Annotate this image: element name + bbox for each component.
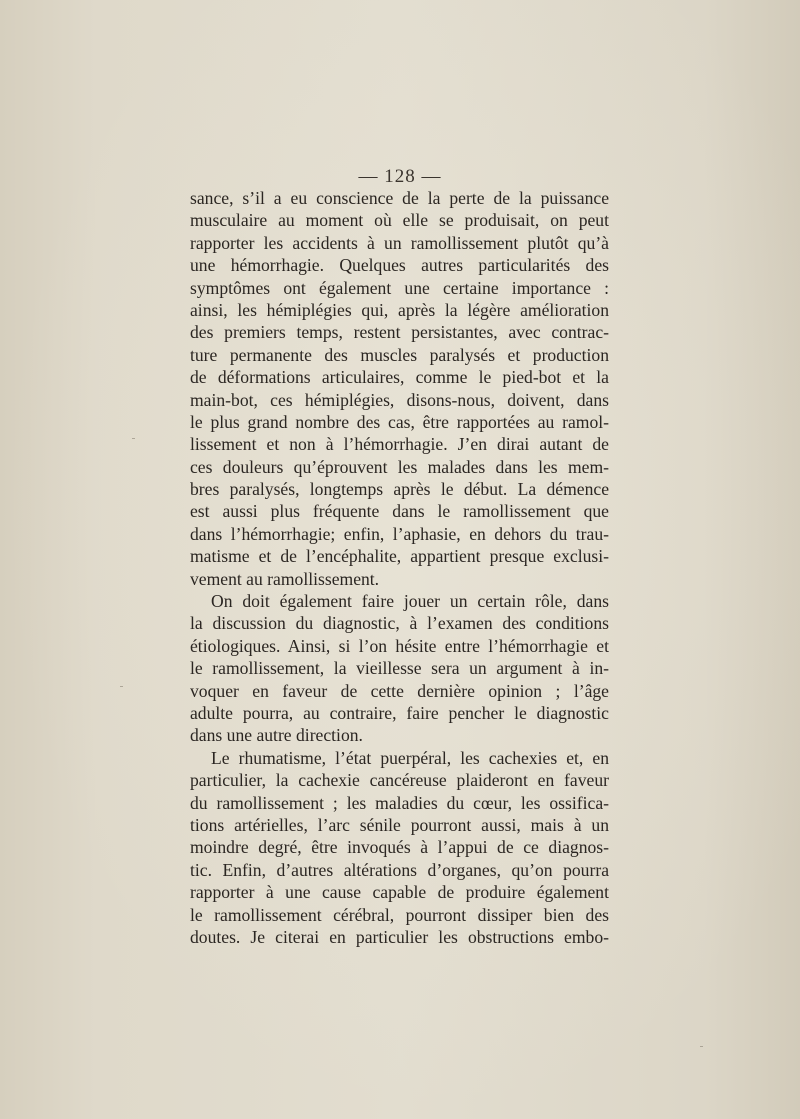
text-line: de déformations articulaires, comme le pied-bot et la <box>190 367 609 388</box>
text-line: adulte pourra, au contraire, faire pencher le diagnostic <box>190 702 609 723</box>
text-line: ces douleurs qu’éprouvent les malades dans les mem- <box>190 456 609 477</box>
text-line: la discussion du diagnostic, à l’examen des conditions <box>190 613 609 634</box>
text-line: symptômes ont également une certaine importance : <box>190 277 609 298</box>
page-number: — 128 — <box>358 166 442 187</box>
text-line: On doit également faire jouer un certain rôle, dans <box>211 591 609 612</box>
text-line: matisme et de l’encéphalite, appartient presque exclusi- <box>190 546 609 567</box>
text-line: voquer en faveur de cette dernière opinion ; l’âge <box>190 680 609 701</box>
text-line: tic. Enfin, d’autres altérations d’organes, qu’on pourra <box>190 859 609 880</box>
text-line: le ramollissement, la vieillesse sera un argument à in- <box>190 658 609 679</box>
text-line: musculaire au moment où elle se produisait, on peut <box>190 210 609 231</box>
paper-speck <box>120 686 123 687</box>
text-line: le plus grand nombre des cas, être rapportées au ramol- <box>190 411 609 432</box>
text-line: bres paralysés, longtemps après le début. La démence <box>190 479 609 500</box>
text-line: vement au ramollissement. <box>190 568 380 589</box>
text-line: doutes. Je citerai en particulier les obstructions embo- <box>190 926 609 947</box>
text-line: étiologiques. Ainsi, si l’on hésite entre l’hémorrhagie et <box>190 635 609 656</box>
paper-speck <box>132 438 135 439</box>
text-line: une hémorrhagie. Quelques autres particularités des <box>190 255 609 276</box>
text-line: moindre degré, être invoqués à l’appui de ce diagnos- <box>190 837 609 858</box>
text-line: du ramollissement ; les maladies du cœur, les ossifica- <box>190 792 609 813</box>
body-text <box>190 187 609 948</box>
text-line: lissement et non à l’hémorrhagie. J’en dirai autant de <box>190 434 609 455</box>
text-line: le ramollissement cérébral, pourront dissiper bien des <box>190 904 609 925</box>
text-line: particulier, la cachexie cancéreuse plaideront en faveur <box>190 770 609 791</box>
text-line: sance, s’il a eu conscience de la perte de la puissance <box>190 188 609 208</box>
text-line: est aussi plus fréquente dans le ramollissement que <box>190 501 609 522</box>
text-line: rapporter les accidents à un ramollissement plutôt qu’à <box>190 232 609 253</box>
text-line: main-bot, ces hémiplégies, disons-nous, doivent, dans <box>190 389 609 410</box>
text-line: ture permanente des muscles paralysés et production <box>190 344 609 365</box>
text-line: dans l’hémorrhagie; enfin, l’aphasie, en dehors du trau- <box>190 523 609 544</box>
text-line: tions artérielles, l’arc sénile pourront aussi, mais à un <box>190 814 609 835</box>
text-line: dans une autre direction. <box>190 725 363 746</box>
text-line: des premiers temps, restent persistantes, avec contrac- <box>190 322 609 343</box>
text-line: Le rhumatisme, l’état puerpéral, les cachexies et, en <box>211 747 609 768</box>
paper-speck <box>700 1046 703 1047</box>
text-line: ainsi, les hémiplégies qui, après la légère amélioration <box>190 299 609 320</box>
text-line: rapporter à une cause capable de produire également <box>190 882 609 903</box>
